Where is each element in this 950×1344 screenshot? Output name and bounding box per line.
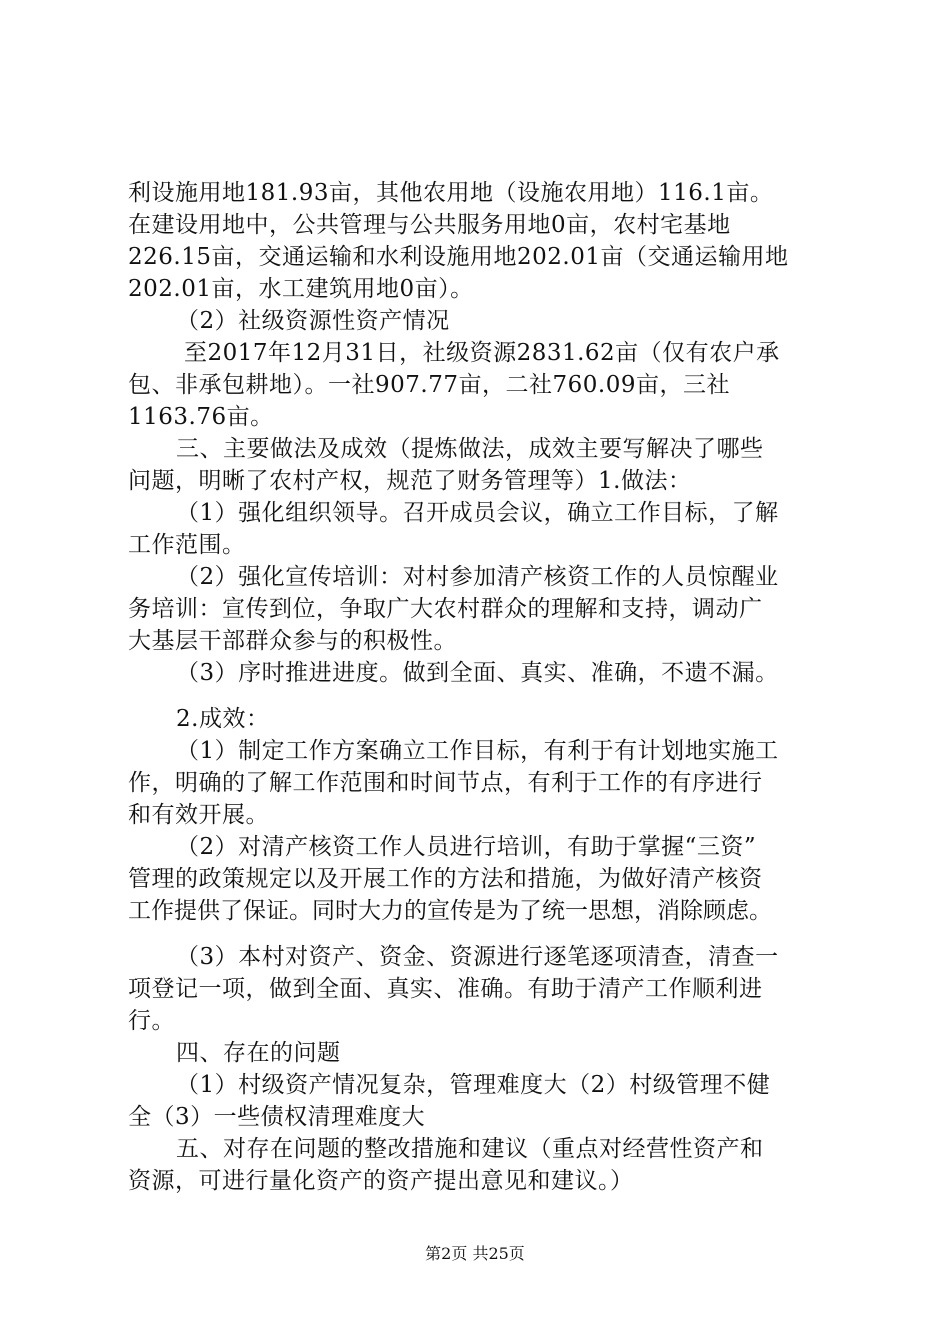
text-line: 至2017年12月31日，社级资源2831.62亩（仅有农户承	[184, 340, 780, 366]
text-line: 行。	[128, 1008, 175, 1034]
text-line: 大基层干部群众参与的积极性。	[128, 628, 457, 654]
text-line: 资源，可进行量化资产的资产提出意见和建议。）	[128, 1168, 634, 1194]
section-heading: 四、存在的问题	[176, 1040, 341, 1066]
text-line: 项登记一项，做到全面、真实、准确。有助于清产工作顺利进	[128, 976, 763, 1002]
text-line: 工作提供了保证。同时大力的宣传是为了统一思想，消除顾虑。	[128, 898, 772, 924]
text-line: 利设施用地181.93亩，其他农用地（设施农用地）116.1亩。	[128, 180, 774, 206]
text-line: 工作范围。	[128, 532, 246, 558]
text-line: 问题，明晰了农村产权，规范了财务管理等）1.做法：	[128, 468, 692, 494]
text-line: 在建设用地中，公共管理与公共服务用地0亩，农村宅基地	[128, 212, 731, 238]
text-line: （2）社级资源性资产情况	[176, 308, 450, 334]
text-line: 作，明确的了解工作范围和时间节点，有利于工作的有序进行	[128, 770, 763, 796]
text-line: 管理的政策规定以及开展工作的方法和措施，为做好清产核资	[128, 866, 763, 892]
text-line: （3）序时推进进度。做到全面、真实、准确，不遗不漏。	[176, 660, 779, 686]
text-line: 全（3）一些债权清理难度大	[128, 1104, 426, 1130]
section-heading: 2.成效：	[176, 706, 270, 732]
text-line: （2）对清产核资工作人员进行培训，有助于掌握“三资”	[176, 834, 757, 860]
text-line: 包、非承包耕地）。一社907.77亩，二社760.09亩，三社	[128, 372, 730, 398]
text-line: （1）强化组织领导。召开成员会议，确立工作目标，了解	[176, 500, 779, 526]
text-line: 202.01亩，水工建筑用地0亩）。	[128, 276, 474, 302]
page-footer: 第2页 共25页	[425, 1244, 525, 1263]
text-line: 1163.76亩。	[128, 404, 274, 430]
text-line: （3）本村对资产、资金、资源进行逐笔逐项清查，清查一	[176, 944, 779, 970]
section-heading: 三、主要做法及成效（提炼做法，成效主要写解决了哪些	[176, 436, 764, 462]
text-line: （2）强化宣传培训：对村参加清产核资工作的人员惊醒业	[176, 564, 779, 590]
text-line: 226.15亩，交通运输和水利设施用地202.01亩（交通运输用地	[128, 244, 789, 270]
section-heading: 五、对存在问题的整改措施和建议（重点对经营性资产和	[176, 1136, 764, 1162]
text-line: （1）制定工作方案确立工作目标，有利于有计划地实施工	[176, 738, 779, 764]
text-line: 务培训：宣传到位，争取广大农村群众的理解和支持，调动广	[128, 596, 763, 622]
text-line: 和有效开展。	[128, 802, 269, 828]
text-line: （1）村级资产情况复杂，管理难度大（2）村级管理不健	[176, 1072, 771, 1098]
